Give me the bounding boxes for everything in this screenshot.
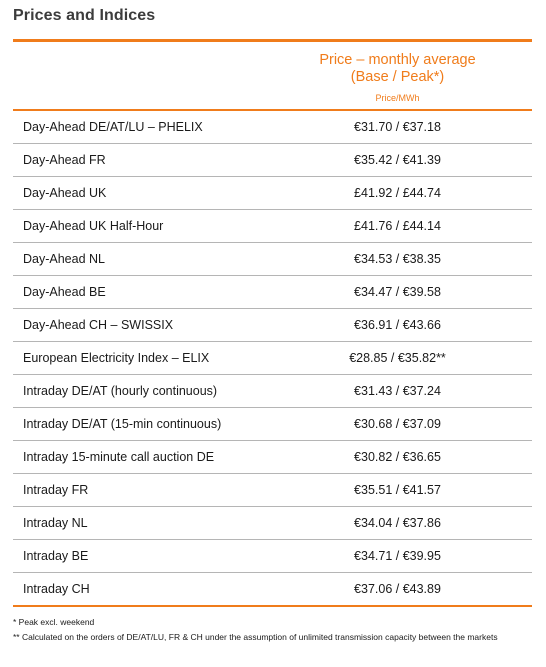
footnote-elix: ** Calculated on the orders of DE/AT/LU, FR & CH under the assumption of unlimited transmission capacity between the markets [13, 632, 498, 642]
table-row [13, 507, 532, 540]
footnote-peak: * Peak excl. weekend [13, 617, 95, 627]
page-title: Prices and Indices [13, 7, 156, 24]
table-row [13, 441, 532, 474]
table-row [13, 243, 532, 276]
row-price-value: €34.53 / €38.35 [354, 252, 441, 266]
table-row [13, 210, 532, 243]
row-label: Intraday BE [23, 549, 89, 563]
row-label: Day-Ahead UK [23, 186, 107, 200]
table-row [13, 144, 532, 177]
row-label: Intraday DE/AT (hourly continuous) [23, 384, 218, 398]
row-price-value: €35.42 / €41.39 [354, 153, 441, 167]
table-row [13, 375, 532, 408]
price-header-line1: Price – monthly average [319, 52, 476, 68]
table-row [13, 408, 532, 441]
row-price-value: €37.06 / €43.89 [354, 582, 441, 596]
table-row [13, 474, 532, 507]
row-label: Day-Ahead DE/AT/LU – PHELIX [23, 120, 203, 134]
row-price-value: £41.76 / £44.14 [354, 219, 441, 233]
table-row [13, 573, 532, 607]
row-price-value: €30.68 / €37.09 [354, 417, 441, 431]
row-label: Intraday DE/AT (15-min continuous) [23, 417, 222, 431]
row-label: Intraday 15-minute call auction DE [23, 450, 215, 464]
row-price-value: £41.92 / £44.74 [354, 186, 441, 200]
price-unit-label: Price/MWh [375, 93, 420, 103]
row-label: Intraday CH [23, 582, 90, 596]
row-label: Day-Ahead BE [23, 285, 106, 299]
row-price-value: €34.71 / €39.95 [354, 549, 441, 563]
prices-table [13, 39, 532, 607]
table-row [13, 177, 532, 210]
price-header-line2: (Base / Peak*) [350, 69, 445, 85]
table-body [13, 111, 532, 607]
row-price-value: €31.70 / €37.18 [354, 120, 441, 134]
row-price-value: €34.04 / €37.86 [354, 516, 441, 530]
row-label: Intraday NL [23, 516, 88, 530]
table-row [13, 309, 532, 342]
row-label: Day-Ahead FR [23, 153, 106, 167]
row-price-value: €31.43 / €37.24 [354, 384, 441, 398]
row-price-value: €35.51 / €41.57 [354, 483, 441, 497]
table-row [13, 111, 532, 144]
row-price-value: €36.91 / €43.66 [354, 318, 441, 332]
table-row [13, 342, 532, 375]
row-label: Day-Ahead CH – SWISSIX [23, 318, 174, 332]
row-label: Intraday FR [23, 483, 89, 497]
footnotes [13, 616, 533, 646]
table-row [13, 540, 532, 573]
table-header [13, 42, 532, 109]
row-price-value: €34.47 / €39.58 [354, 285, 441, 299]
price-column-header [303, 52, 492, 103]
row-label: Day-Ahead NL [23, 252, 105, 266]
row-label: European Electricity Index – ELIX [23, 351, 210, 365]
row-label: Day-Ahead UK Half-Hour [23, 219, 164, 233]
table-row [13, 276, 532, 309]
row-price-value: €30.82 / €36.65 [354, 450, 441, 464]
row-price-value: €28.85 / €35.82** [349, 351, 446, 365]
